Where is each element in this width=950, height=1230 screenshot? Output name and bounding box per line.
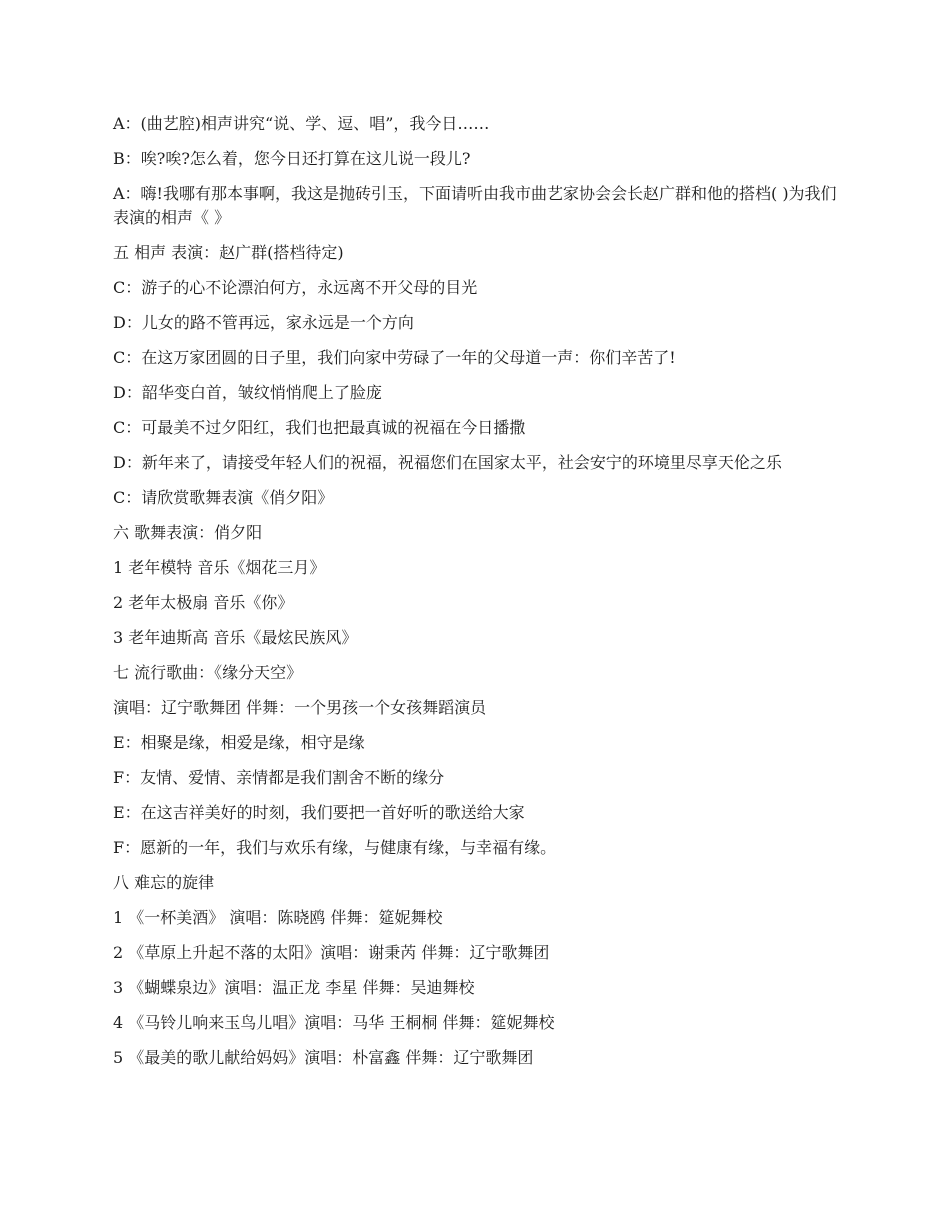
performer-credits: 演唱：辽宁歌舞团 伴舞：一个男孩一个女孩舞蹈演员 (113, 698, 487, 717)
dialogue-line-e: E：相聚是缘，相爱是缘，相守是缘 (113, 733, 365, 752)
dialogue-line-f: F：愿新的一年，我们与欢乐有缘，与健康有缘，与幸福有缘。 (113, 838, 557, 857)
song-list-item: 1 《一杯美酒》 演唱：陈晓鸥 伴舞：筵妮舞校 (113, 908, 443, 927)
document-body (113, 112, 843, 1081)
dialogue-line-c: C：游子的心不论漂泊何方，永远离不开父母的目光 (113, 278, 478, 297)
song-list-item: 3 《蝴蝶泉边》演唱：温正龙 李星 伴舞：吴迪舞校 (113, 978, 475, 997)
dialogue-line-c: C：请欣赏歌舞表演《俏夕阳》 (113, 488, 334, 507)
program-subitem: 1 老年模特 音乐《烟花三月》 (113, 558, 326, 577)
dialogue-line-a-opening: A：(曲艺腔)相声讲究“说、学、逗、唱”，我今日…… (113, 114, 490, 133)
dialogue-line-d: D：韶华变白首，皱纹悄悄爬上了脸庞 (113, 383, 382, 402)
dialogue-line-f: F：友情、爱情、亲情都是我们割舍不断的缘分 (113, 768, 445, 787)
dialogue-line-c: C：在这万家团圆的日子里，我们向家中劳碌了一年的父母道一声：你们辛苦了! (113, 348, 676, 367)
program-item-6-heading: 六 歌舞表演：俏夕阳 (113, 523, 263, 542)
program-item-7-heading: 七 流行歌曲：《缘分天空》 (113, 663, 303, 682)
dialogue-line-b-question: B：唉?唉?怎么着，您今日还打算在这儿说一段儿? (113, 149, 471, 168)
dialogue-line-d: D：新年来了，请接受年轻人们的祝福，祝福您们在国家太平，社会安宁的环境里尽享天伦之乐 (113, 453, 782, 472)
song-list-item: 2 《草原上升起不落的太阳》演唱：谢秉芮 伴舞：辽宁歌舞团 (113, 943, 550, 962)
dialogue-line-e: E：在这吉祥美好的时刻，我们要把一首好听的歌送给大家 (113, 803, 525, 822)
dialogue-line-d: D：儿女的路不管再远，家永远是一个方向 (113, 313, 414, 332)
song-list-item: 4 《马铃儿响来玉鸟儿唱》演唱：马华 王桐桐 伴舞：筵妮舞校 (113, 1013, 555, 1032)
program-item-8-heading: 八 难忘的旋律 (113, 873, 215, 892)
program-item-5-heading: 五 相声 表演：赵广群(搭档待定) (113, 243, 344, 262)
song-list-item: 5 《最美的歌儿献给妈妈》演唱：朴富鑫 伴舞：辽宁歌舞团 (113, 1048, 534, 1067)
program-subitem: 3 老年迪斯高 音乐《最炫民族风》 (113, 628, 358, 647)
dialogue-line-a-introduction: A：嗨!我哪有那本事啊，我这是抛砖引玉，下面请听由我市曲艺家协会会长赵广群和他的搭档( )为我们表演的相声《 》 (113, 184, 837, 227)
program-subitem: 2 老年太极扇 音乐《你》 (113, 593, 294, 612)
dialogue-line-c: C：可最美不过夕阳红，我们也把最真诚的祝福在今日播撒 (113, 418, 526, 437)
